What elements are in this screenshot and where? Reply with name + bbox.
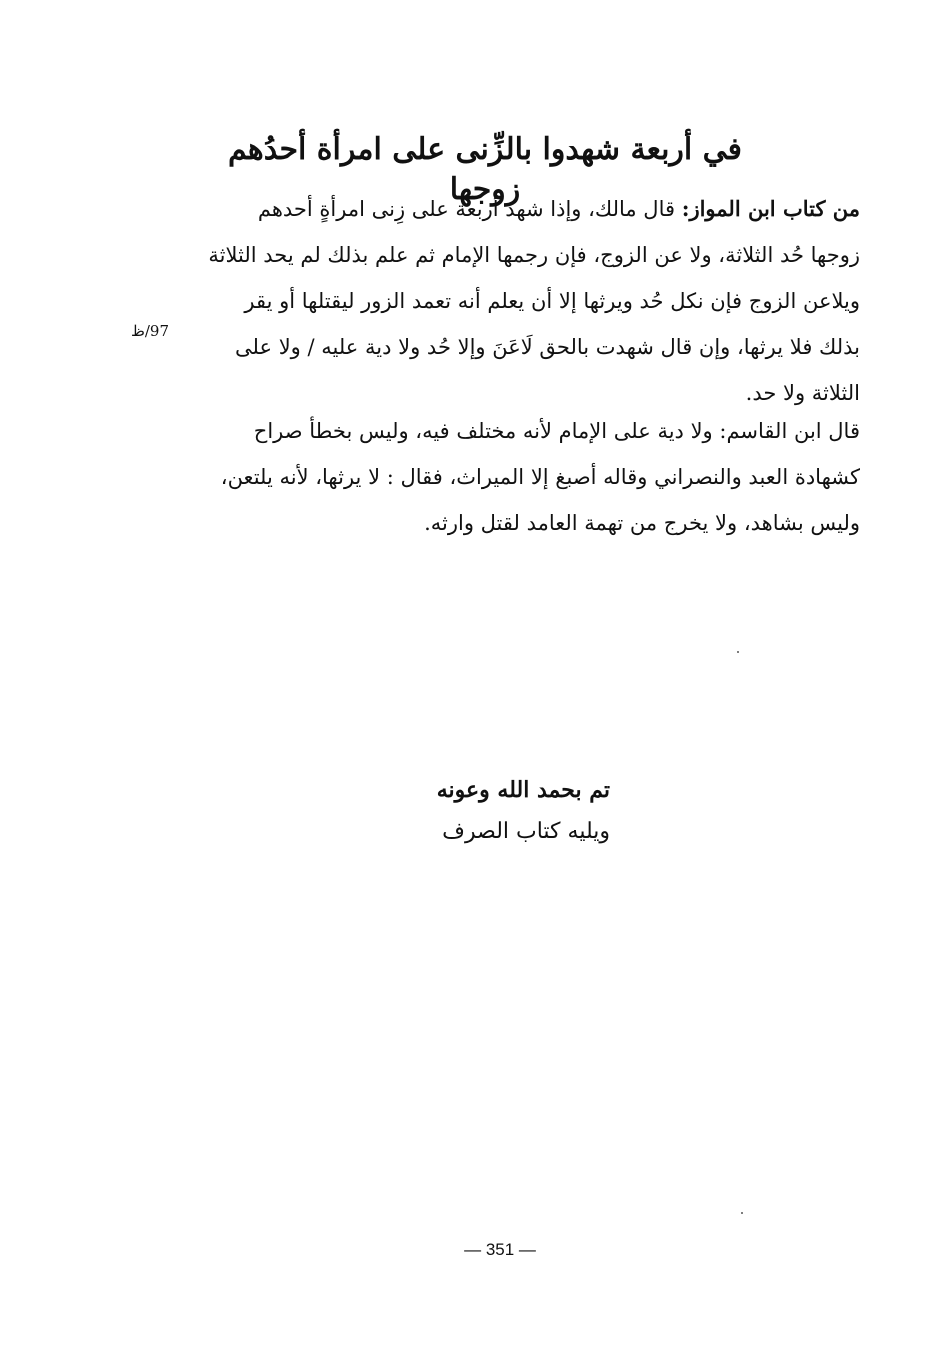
paragraph-ibn-al-mawwaz	[200, 186, 860, 416]
paragraph-line: وليس بشاهد، ولا يخرج من تهمة العامد لقتل وارثه.	[424, 511, 860, 535]
section-heading: في أربعة شهدوا بالزِّنى على امرأة أحدُهم زوجها	[227, 132, 743, 207]
paragraph-line-text: قال مالك، وإذا شهد أربعة على زِنى امرأةٍ أحدهم	[257, 197, 676, 221]
paragraph-line: الثلاثة ولا حد.	[745, 381, 860, 405]
paragraph-line: قال ابن القاسم: ولا دية على الإمام لأنه مختلف فيه، وليس بخطأ صراح	[253, 419, 860, 443]
paragraph-line: بذلك فلا يرثها، وإن قال شهدت بالحق لَاعَنَ وإلا حُد ولا دية عليه / ولا على	[235, 335, 860, 359]
colophon	[400, 768, 610, 852]
paragraph-line	[200, 186, 860, 232]
paragraph-line: ويلاعن الزوج فإن نكل حُد ويرثها إلا أن يعلم أنه تعمد الزور ليقتلها أو يقر	[244, 289, 860, 313]
source-citation: من كتاب ابن المواز:	[681, 196, 860, 221]
paragraph-line: كشهادة العبد والنصراني وقاله أصبغ إلا الميراث، فقال : لا يرثها، لأنه يلتعن،	[220, 465, 860, 489]
manuscript-folio-note: 97/ظ	[130, 322, 170, 340]
colophon-next-book: ويليه كتاب الصرف	[442, 819, 610, 844]
paragraph-ibn-al-qasim	[200, 408, 860, 546]
colophon-completion: تم بحمد الله وعونه	[436, 777, 610, 803]
paragraph-line: زوجها حُد الثلاثة، ولا عن الزوج، فإن رجمها الإمام ثم علم بذلك لم يحد الثلاثة	[208, 243, 860, 267]
page-number: — 351 —	[464, 1240, 536, 1259]
